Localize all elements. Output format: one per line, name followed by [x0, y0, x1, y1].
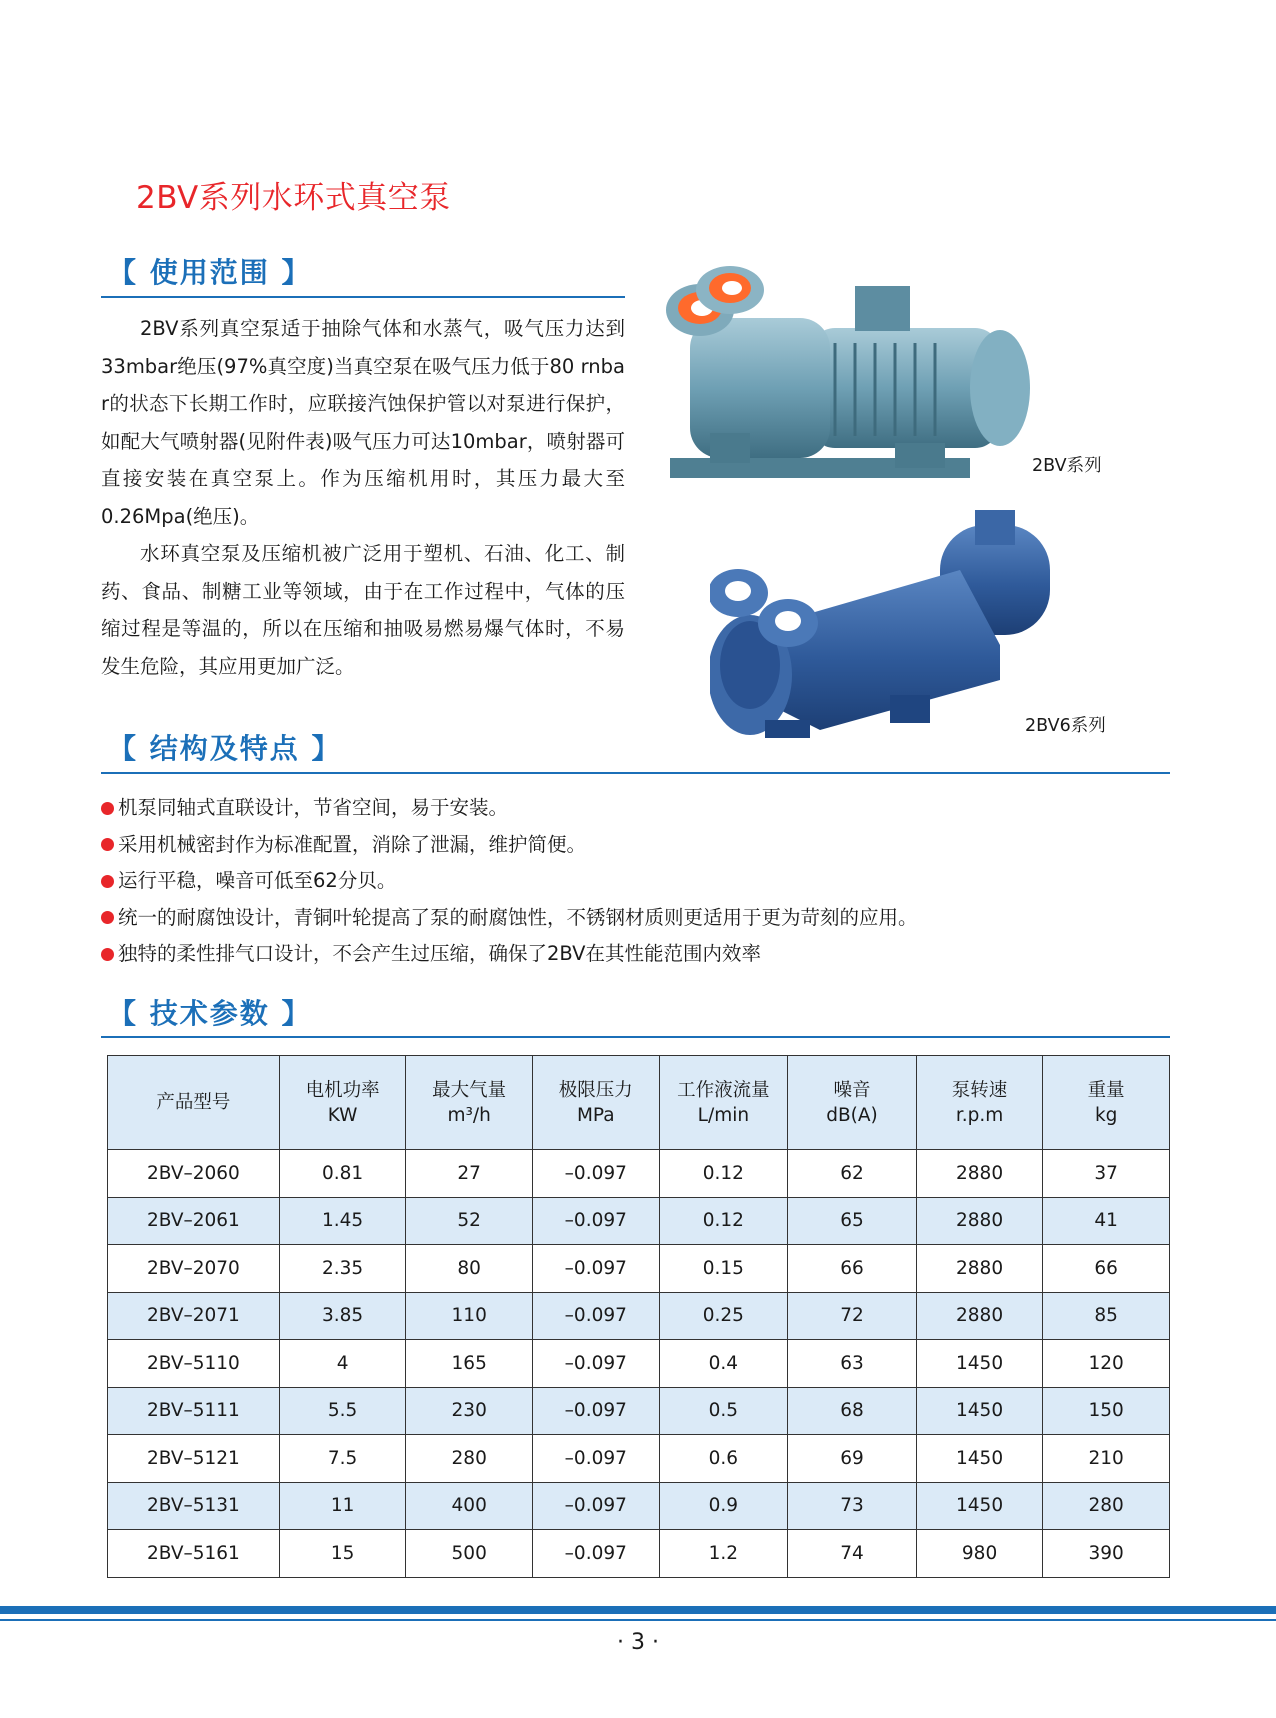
table-cell: 400 — [406, 1482, 533, 1530]
header-power — [279, 1056, 406, 1150]
header-unit: m³/h — [447, 1104, 491, 1126]
table-cell: 110 — [406, 1292, 533, 1340]
table-cell: 1450 — [916, 1340, 1043, 1388]
table-cell: 15 — [279, 1530, 406, 1578]
header-noise — [788, 1056, 917, 1150]
section-rule-features — [101, 772, 1170, 774]
header-name: 产品型号 — [156, 1092, 231, 1113]
table-row — [108, 1482, 1170, 1530]
table-row — [108, 1435, 1170, 1483]
header-unit: kg — [1094, 1104, 1118, 1126]
feature-item — [101, 863, 918, 900]
section-rule-specs — [101, 1036, 1170, 1038]
pump-photo-2bv — [650, 258, 1050, 490]
table-cell: 62 — [788, 1150, 917, 1198]
feature-item — [101, 790, 918, 827]
page-number: · 3 · — [617, 1630, 659, 1655]
header-unit: r.p.m — [955, 1104, 1004, 1126]
table-cell: –0.097 — [532, 1482, 659, 1530]
feature-text: 采用机械密封作为标准配置，消除了泄漏，维护简便。 — [118, 832, 587, 856]
table-cell: 2BV–2071 — [108, 1292, 280, 1340]
header-name: 工作液流量 — [677, 1079, 770, 1101]
table-cell: 41 — [1043, 1197, 1170, 1245]
table-cell: 0.81 — [279, 1150, 406, 1198]
table-cell: 0.6 — [659, 1435, 788, 1483]
table-cell: 2BV–5161 — [108, 1530, 280, 1578]
table-cell: 390 — [1043, 1530, 1170, 1578]
table-cell: –0.097 — [532, 1292, 659, 1340]
table-cell: 1.2 — [659, 1530, 788, 1578]
table-cell: 2BV–5110 — [108, 1340, 280, 1388]
feature-item — [101, 900, 918, 937]
header-unit: L/min — [697, 1104, 750, 1126]
header-liquid-flow — [659, 1056, 788, 1150]
table-cell: 65 — [788, 1197, 917, 1245]
footer-bar — [0, 1606, 1276, 1614]
bullet-icon — [101, 802, 114, 815]
table-cell: 74 — [788, 1530, 917, 1578]
feature-text: 机泵同轴式直联设计，节省空间，易于安装。 — [118, 796, 509, 819]
table-cell: 2880 — [916, 1292, 1043, 1340]
table-cell: 2BV–2060 — [108, 1150, 280, 1198]
intro-text — [101, 310, 625, 685]
header-unit: MPa — [576, 1104, 615, 1126]
section-heading-usage: 【 使用范围 】 — [108, 256, 312, 289]
table-cell: 68 — [788, 1387, 917, 1435]
footer-line — [0, 1619, 1276, 1621]
bullet-icon — [101, 875, 114, 888]
table-cell: 120 — [1043, 1340, 1170, 1388]
table-cell: 165 — [406, 1340, 533, 1388]
header-pressure — [532, 1056, 659, 1150]
table-cell: 0.12 — [659, 1150, 788, 1198]
intro-paragraph-1: 2BV系列真空泵适于抽除气体和水蒸气，吸气压力达到33mbar绝压(97%真空度)当真空泵在吸气压力低于80 rnba r的状态下长期工作时，应联接汽蚀保护管以对泵进行保护，如配大气喷射器(见附件表)吸气压力可达10mbar，喷射器可直接安装在真空泵上。作为压缩机用时，其压力最大至0.26Mpa(绝压)。 — [101, 317, 625, 528]
table-cell: 500 — [406, 1530, 533, 1578]
photo-caption-2bv6: 2BV6系列 — [1025, 716, 1106, 736]
table-cell: 37 — [1043, 1150, 1170, 1198]
feature-item — [101, 936, 918, 973]
bullet-icon — [101, 838, 114, 851]
table-cell: –0.097 — [532, 1197, 659, 1245]
header-name: 极限压力 — [558, 1079, 633, 1101]
table-cell: 80 — [406, 1245, 533, 1293]
table-cell: 280 — [406, 1435, 533, 1483]
table-cell: 0.15 — [659, 1245, 788, 1293]
table-cell: 980 — [916, 1530, 1043, 1578]
table-header-row — [108, 1056, 1170, 1150]
table-cell: 85 — [1043, 1292, 1170, 1340]
table-cell: 66 — [1043, 1245, 1170, 1293]
header-speed — [916, 1056, 1043, 1150]
table-cell: 1.45 — [279, 1197, 406, 1245]
feature-item — [101, 827, 918, 864]
table-cell: –0.097 — [532, 1245, 659, 1293]
table-cell: 0.9 — [659, 1482, 788, 1530]
table-cell: 0.25 — [659, 1292, 788, 1340]
table-cell: 2BV–5121 — [108, 1435, 280, 1483]
table-cell: 2BV–5111 — [108, 1387, 280, 1435]
table-cell: –0.097 — [532, 1530, 659, 1578]
table-cell: 1450 — [916, 1387, 1043, 1435]
table-row — [108, 1530, 1170, 1578]
table-row — [108, 1340, 1170, 1388]
page-title: 2BV系列水环式真空泵 — [136, 180, 451, 216]
table-cell: –0.097 — [532, 1387, 659, 1435]
table-row — [108, 1150, 1170, 1198]
header-unit: dB(A) — [826, 1104, 878, 1126]
feature-list — [101, 790, 918, 973]
table-cell: 280 — [1043, 1482, 1170, 1530]
table-cell: 73 — [788, 1482, 917, 1530]
spec-table — [107, 1055, 1170, 1578]
table-cell: 150 — [1043, 1387, 1170, 1435]
table-cell: 230 — [406, 1387, 533, 1435]
header-airflow — [406, 1056, 533, 1150]
bullet-icon — [101, 911, 114, 924]
table-cell: 0.12 — [659, 1197, 788, 1245]
table-cell: 2BV–2061 — [108, 1197, 280, 1245]
photo-caption-2bv: 2BV系列 — [1032, 456, 1102, 476]
table-cell: 66 — [788, 1245, 917, 1293]
table-cell: 2880 — [916, 1197, 1043, 1245]
table-cell: 2880 — [916, 1150, 1043, 1198]
table-cell: 11 — [279, 1482, 406, 1530]
table-row — [108, 1292, 1170, 1340]
table-cell: –0.097 — [532, 1435, 659, 1483]
header-name: 泵转速 — [951, 1079, 1008, 1101]
table-cell: 0.5 — [659, 1387, 788, 1435]
intro-paragraph-2: 水环真空泵及压缩机被广泛用于塑机、石油、化工、制药、食品、制糖工业等领域，由于在工作过程中，气体的压缩过程是等温的，所以在压缩和抽吸易燃易爆气体时，不易发生危险，其应用更加广泛。 — [101, 542, 625, 678]
section-rule-usage — [101, 296, 625, 298]
table-row — [108, 1245, 1170, 1293]
header-name: 最大气量 — [432, 1079, 507, 1101]
table-cell: –0.097 — [532, 1340, 659, 1388]
table-cell: 27 — [406, 1150, 533, 1198]
table-cell: 63 — [788, 1340, 917, 1388]
table-cell: –0.097 — [532, 1150, 659, 1198]
table-cell: 1450 — [916, 1482, 1043, 1530]
table-cell: 0.4 — [659, 1340, 788, 1388]
table-cell: 2.35 — [279, 1245, 406, 1293]
table-cell: 5.5 — [279, 1387, 406, 1435]
table-row — [108, 1197, 1170, 1245]
table-cell: 72 — [788, 1292, 917, 1340]
pump-photo-2bv6 — [710, 505, 1100, 745]
table-cell: 4 — [279, 1340, 406, 1388]
table-cell: 52 — [406, 1197, 533, 1245]
header-weight — [1043, 1056, 1170, 1150]
feature-text: 独特的柔性排气口设计，不会产生过压缩，确保了2BV在其性能范围内效率 — [118, 942, 762, 965]
header-name: 噪音 — [833, 1079, 871, 1101]
header-model — [108, 1056, 280, 1150]
table-cell: 3.85 — [279, 1292, 406, 1340]
table-cell: 1450 — [916, 1435, 1043, 1483]
table-cell: 2BV–2070 — [108, 1245, 280, 1293]
table-cell: 2880 — [916, 1245, 1043, 1293]
header-name: 重量 — [1087, 1079, 1125, 1101]
bullet-icon — [101, 948, 114, 961]
table-cell: 7.5 — [279, 1435, 406, 1483]
table-cell: 2BV–5131 — [108, 1482, 280, 1530]
table-cell: 69 — [788, 1435, 917, 1483]
table-cell: 210 — [1043, 1435, 1170, 1483]
feature-text: 运行平稳，噪音可低至62分贝。 — [118, 869, 397, 892]
feature-text: 统一的耐腐蚀设计，青铜叶轮提高了泵的耐腐蚀性，不锈钢材质则更适用于更为苛刻的应用。 — [118, 905, 918, 929]
section-heading-features: 【 结构及特点 】 — [108, 732, 342, 765]
header-name: 电机功率 — [305, 1079, 380, 1101]
table-row — [108, 1387, 1170, 1435]
section-heading-specs: 【 技术参数 】 — [108, 997, 312, 1030]
header-unit: KW — [327, 1104, 358, 1126]
